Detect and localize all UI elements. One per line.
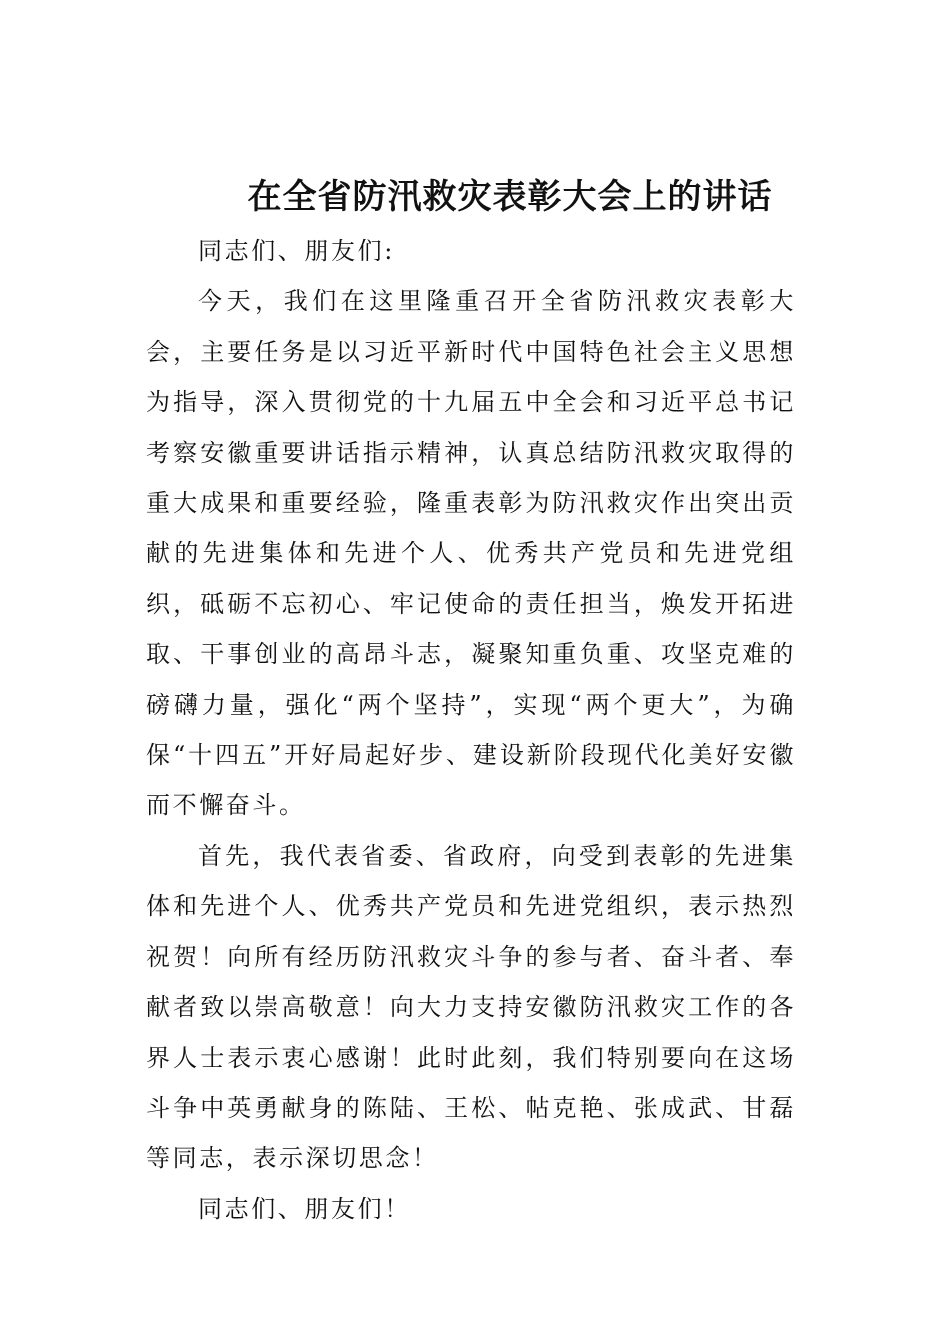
opening-salutation: 同志们、朋友们:	[198, 237, 395, 265]
closing-salutation: 同志们、朋友们！	[198, 1194, 411, 1223]
document-body	[146, 226, 796, 1234]
paragraph-gratitude: 首先，我代表省委、省政府，向受到表彰的先进集体和先进个人、优秀共产党员和先进党组织，表示热烈祝贺！向所有经历防汛救灾斗争的参与者、奋斗者、奉献者致以崇高敬意！向大力支持安徽防汛救灾工作的各界人士表示衷心感谢！此时此刻，我们特别要向在这场斗争中英勇献身的陈陆、王松、帖克艳、张成武、甘磊等同志，表示深切思念！	[146, 841, 796, 1173]
document-title: 在全省防汛救灾表彰大会上的讲话	[247, 177, 773, 217]
paragraph-opening: 今天，我们在这里隆重召开全省防汛救灾表彰大会，主要任务是以习近平新时代中国特色社会主义思想为指导，深入贯彻党的十九届五中全会和习近平总书记考察安徽重要讲话指示精神，认真总结防汛救灾取得的重大成果和重要经验，隆重表彰为防汛救灾作出突出贡献的先进集体和先进个人、优秀共产党员和先进党组织，砥砺不忘初心、牢记使命的责任担当，焕发开拓进取、干事创业的高昂斗志，凝聚知重负重、攻坚克难的磅礴力量，强化“两个坚持”，实现“两个更大”，为确保“十四五”开好局起好步、建设新阶段现代化美好安徽而不懈奋斗。	[146, 287, 796, 820]
